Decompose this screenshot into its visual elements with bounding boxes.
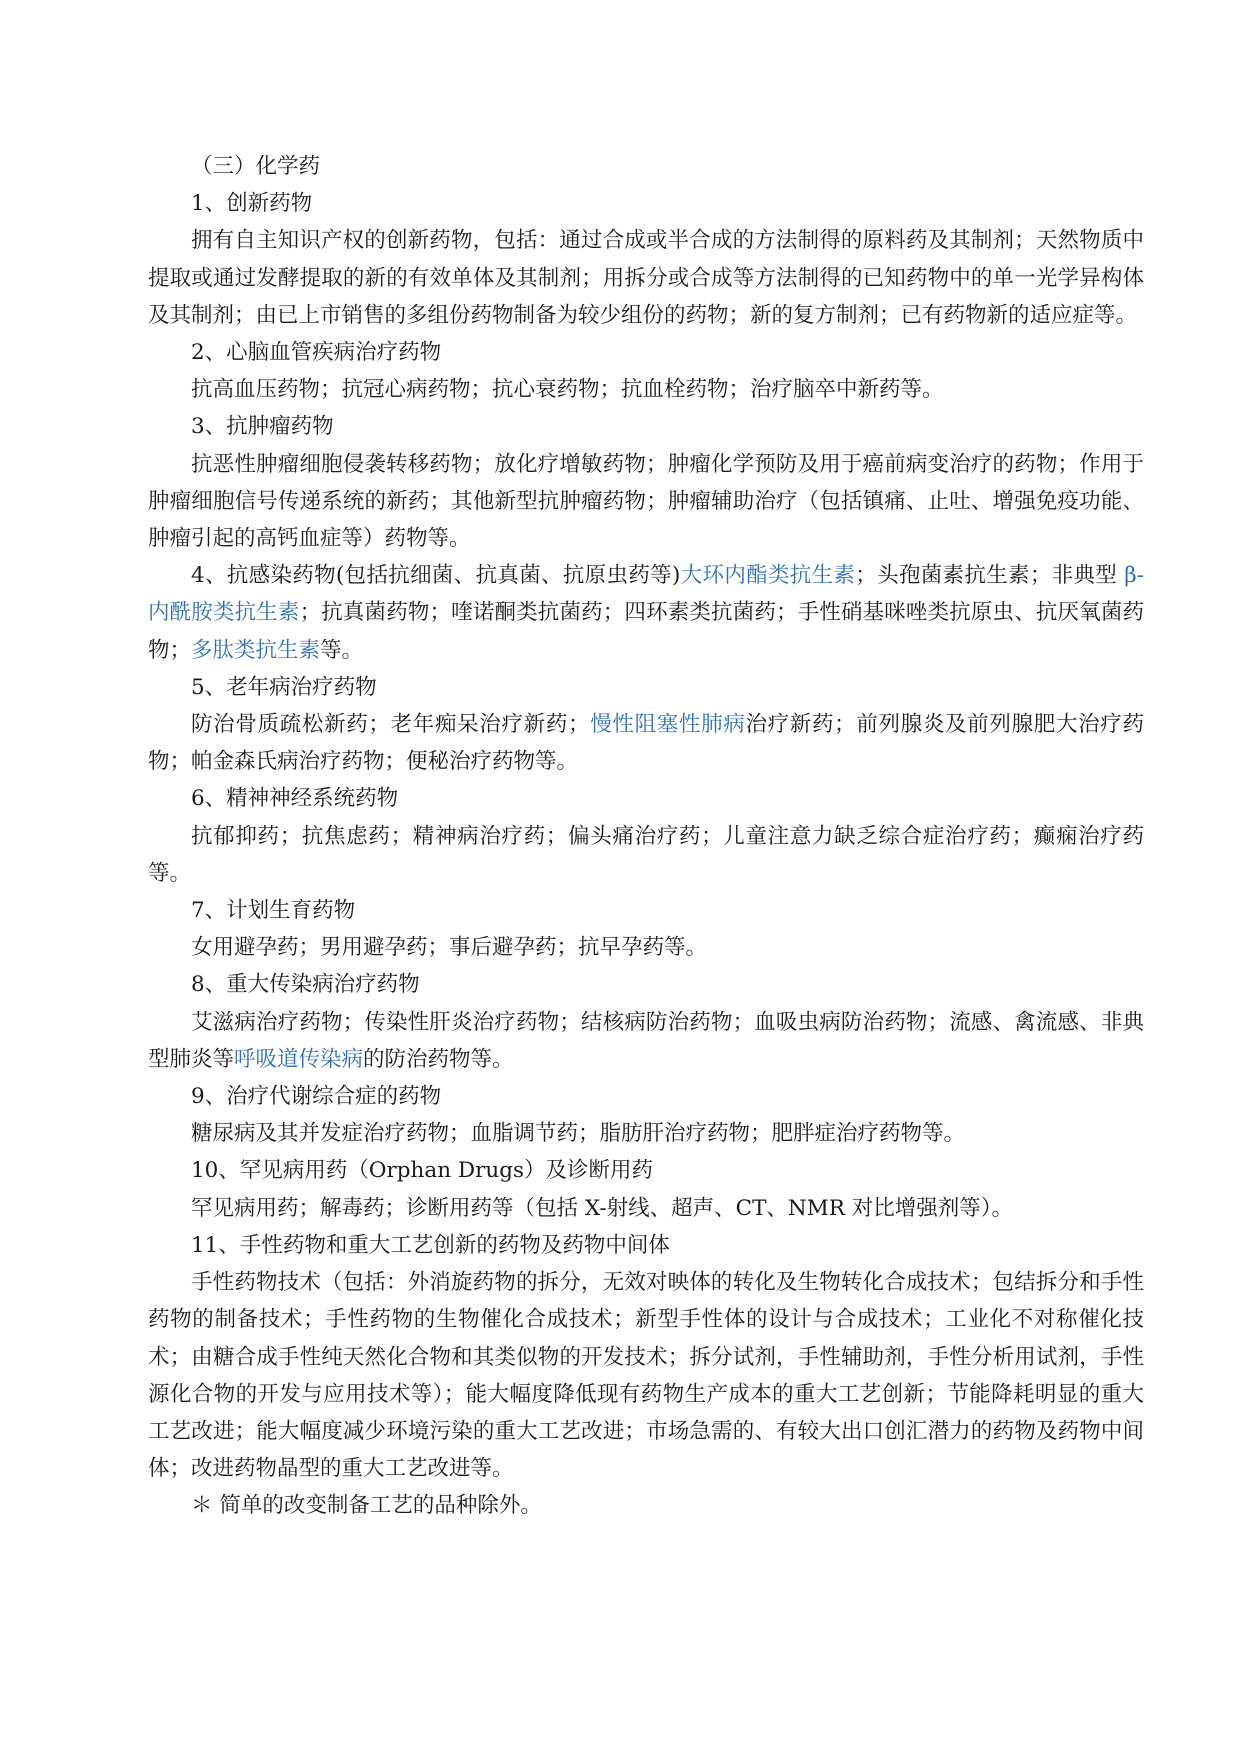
item-body-3: 抗恶性肿瘤细胞侵袭转移药物；放化疗增敏药物；肿瘤化学预防及用于癌前病变治疗的药物；作用于肿瘤细胞信号传递系统的新药；其他新型抗肿瘤药物；肿瘤辅助治疗（包括镇痛、止吐、增强免疫功能、肿瘤引起的高钙血症等）药物等。: [148, 451, 1144, 552]
item-heading-2: 2、心脑血管疾病治疗药物: [191, 340, 442, 366]
item-heading-5: 5、老年病治疗药物: [191, 674, 377, 700]
item-heading-7: 7、计划生育药物: [191, 898, 356, 924]
footnote: ＊ 简单的改变制备工艺的品种除外。: [191, 1493, 542, 1519]
item-4-text-c: ；抗真菌药物；喹诺酮类抗菌药；四环素类抗菌药；手性硝基咪唑类抗原虫、抗厌氧菌药物；: [148, 600, 1144, 663]
item-heading-10: 10、罕见病用药（Orphan Drugs）及诊断用药: [191, 1158, 654, 1184]
section-title: （三）化学药: [191, 154, 321, 179]
item-body-5: [148, 706, 1144, 780]
link-respiratory-infectious-disease[interactable]: 呼吸道传染病: [234, 1046, 364, 1072]
item-8-text-a: 艾滋病治疗药物；传染性肝炎治疗药物；结核病防治药物；血吸虫病防治药物；流感、禽流感、非典型肺炎等: [148, 1009, 1144, 1072]
link-beta-lactam-antibiotics[interactable]: β-内酰胺类抗生素: [148, 563, 1144, 626]
item-8-text-b: 的防治药物等。: [363, 1046, 514, 1072]
item-4-text-d: 等。: [320, 637, 364, 663]
link-macrolide-antibiotics[interactable]: 大环内酯类抗生素: [680, 563, 856, 589]
item-heading-3: 3、抗肿瘤药物: [191, 414, 334, 440]
document-page: [148, 148, 1144, 1525]
link-polypeptide-antibiotics[interactable]: 多肽类抗生素: [191, 637, 321, 663]
item-5-text-a: 防治骨质疏松新药；老年痴呆治疗新药；: [191, 712, 590, 738]
item-heading-1: 1、创新药物: [191, 191, 313, 217]
item-heading-11: 11、手性药物和重大工艺创新的药物及药物中间体: [191, 1232, 670, 1258]
link-copd[interactable]: 慢性阻塞性肺病: [589, 712, 746, 738]
item-heading-6: 6、精神神经系统药物: [191, 786, 399, 812]
item-body-11: 手性药物技术（包括：外消旋药物的拆分，无效对映体的转化及生物转化合成技术；包结拆分和手性药物的制备技术；手性药物的生物催化合成技术；新型手性体的设计与合成技术；工业化不对称催化技术；由糖合成手性纯天然化合物和其类似物的开发技术；拆分试剂，手性辅助剂，手性分析用试剂，手性源化合物的开发与应用技术等）；能大幅度降低现有药物生产成本的重大工艺创新；节能降耗明显的重大工艺改进；能大幅度减少环境污染的重大工艺改进；市场急需的、有较大出口创汇潜力的药物及药物中间体；改进药物晶型的重大工艺改进等。: [148, 1270, 1144, 1482]
item-body-8: [148, 1004, 1144, 1078]
item-4-text-b: ；头孢菌素抗生素；非典型: [855, 563, 1125, 589]
item-4-text-a: 4、抗感染药物(包括抗细菌、抗真菌、抗原虫药等): [191, 563, 681, 589]
item-body-6: 抗郁抑药；抗焦虑药；精神病治疗药；偏头痛治疗药；儿童注意力缺乏综合症治疗药；癫痫治疗药等。: [148, 823, 1144, 886]
item-body-2: 抗高血压药物；抗冠心病药物；抗心衰药物；抗血栓药物；治疗脑卒中新药等。: [191, 377, 944, 403]
item-body-9: 糖尿病及其并发症治疗药物；血脂调节药；脂肪肝治疗药物；肥胖症治疗药物等。: [191, 1121, 966, 1147]
item-5-text-b: 治疗新药；前列腺炎及前列腺肥大治疗药物；帕金森氏病治疗药物；便秘治疗药物等。: [148, 712, 1144, 775]
item-heading-8: 8、重大传染病治疗药物: [191, 972, 420, 998]
item-heading-9: 9、治疗代谢综合症的药物: [191, 1084, 442, 1110]
item-body-1: 拥有自主知识产权的创新药物，包括：通过合成或半合成的方法制得的原料药及其制剂；天然物质中提取或通过发酵提取的新的有效单体及其制剂；用拆分或合成等方法制得的已知药物中的单一光学异构体及其制剂；由已上市销售的多组份药物制备为较少组份的药物；新的复方制剂；已有药物新的适应症等。: [148, 228, 1144, 328]
item-body-7: 女用避孕药；男用避孕药；事后避孕药；抗早孕药等。: [191, 935, 708, 961]
item-body-4: [148, 557, 1144, 669]
item-body-10: 罕见病用药；解毒药；诊断用药等（包括 X-射线、超声、CT、NMR 对比增强剂等）。: [191, 1195, 1014, 1221]
